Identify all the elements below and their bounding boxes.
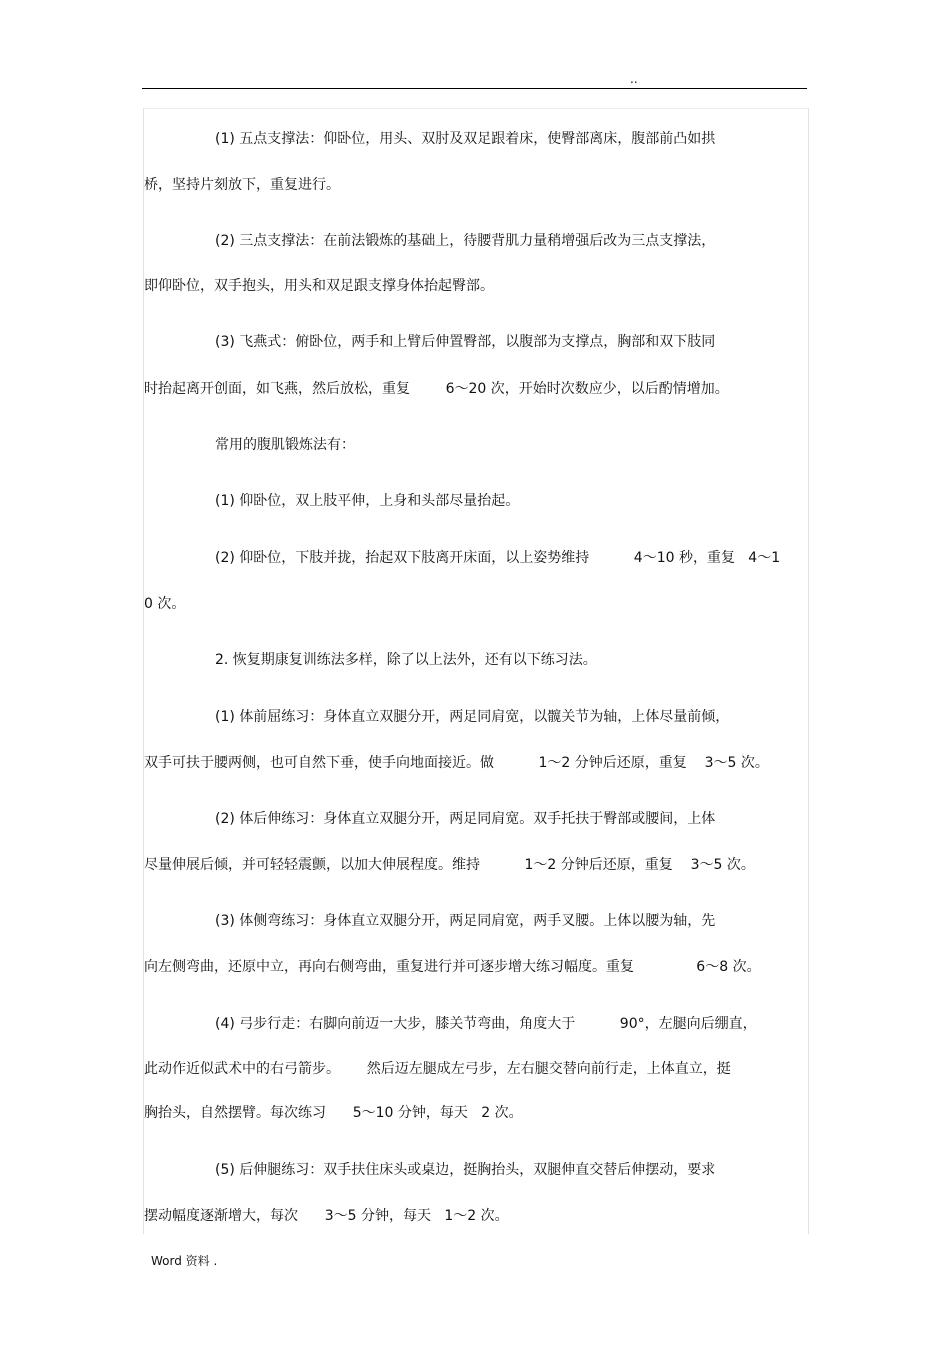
paragraph-line: 桥，坚持片刻放下，重复进行。: [144, 177, 340, 193]
paragraph-line: 摆动幅度逐渐增大，每次 3～5 分钟，每天 1～2 次。: [144, 1208, 509, 1224]
paragraph-line: 胸抬头，自然摆臂。每次练习 5～10 分钟，每天 2 次。: [144, 1105, 523, 1121]
paragraph-line: (1) 仰卧位，双上肢平伸，上身和头部尽量抬起。: [215, 493, 520, 509]
paragraph-line: (2) 仰卧位，下肢并拢，抬起双下肢离开床面，以上姿势维持 4～10 秒，重复 4～1: [215, 550, 781, 566]
paragraph-line: (5) 后伸腿练习：双手扶住床头或桌边，挺胸抬头，双腿伸直交替后伸摆动，要求: [215, 1162, 716, 1178]
paragraph-line: (2) 三点支撑法：在前法锻炼的基础上，待腰背肌力量稍增强后改为三点支撑法，: [215, 233, 716, 249]
paragraph-line: 双手可扶于腰两侧，也可自然下垂，使手向地面接近。做 1～2 分钟后还原，重复 3～5 次。: [144, 755, 769, 771]
header-mark: ..: [630, 72, 638, 86]
paragraph-line: 此动作近似武术中的右弓箭步。 然后迈左腿成左弓步，左右腿交替向前行走，上体直立，挺: [144, 1061, 731, 1077]
paragraph-line: (3) 飞燕式：俯卧位，两手和上臂后伸置臀部，以腹部为支撑点，胸部和双下肢同: [215, 334, 716, 350]
footer-label: Word 资料 .: [151, 1254, 218, 1268]
paragraph-line: (1) 体前屈练习：身体直立双腿分开，两足同肩宽，以髋关节为轴，上体尽量前倾，: [215, 709, 730, 725]
paragraph-line: 2. 恢复期康复训练法多样，除了以上法外，还有以下练习法。: [215, 652, 597, 668]
paragraph-line: 时抬起离开创面，如飞燕，然后放松，重复 6～20 次，开始时次数应少，以后酌情增加。: [144, 381, 729, 397]
header-rule: [142, 88, 807, 89]
paragraph-line: (4) 弓步行走：右脚向前迈一大步，膝关节弯曲，角度大于 90°，左腿向后绷直，: [215, 1016, 757, 1032]
paragraph-line: 0 次。: [144, 596, 186, 612]
paragraph-line: (2) 体后伸练习：身体直立双腿分开，两足同肩宽。双手托扶于臀部或腰间，上体: [215, 811, 716, 827]
paragraph-line: (3) 体侧弯练习：身体直立双腿分开，两足同肩宽，两手叉腰。上体以腰为轴，先: [215, 913, 716, 929]
paragraph-line: (1) 五点支撑法：仰卧位，用头、双肘及双足跟着床，使臀部离床，腹部前凸如拱: [215, 131, 716, 147]
paragraph-line: 即仰卧位，双手抱头，用头和双足跟支撑身体抬起臀部。: [144, 278, 494, 294]
paragraph-line: 尽量伸展后倾，并可轻轻震颤，以加大伸展程度。维持 1～2 分钟后还原，重复 3～5 次。: [144, 857, 755, 873]
paragraph-line: 向左侧弯曲，还原中立，再向右侧弯曲，重复进行并可逐步增大练习幅度。重复 6～8 次。: [144, 959, 761, 975]
paragraph-line: 常用的腹肌锻炼法有：: [215, 437, 355, 453]
